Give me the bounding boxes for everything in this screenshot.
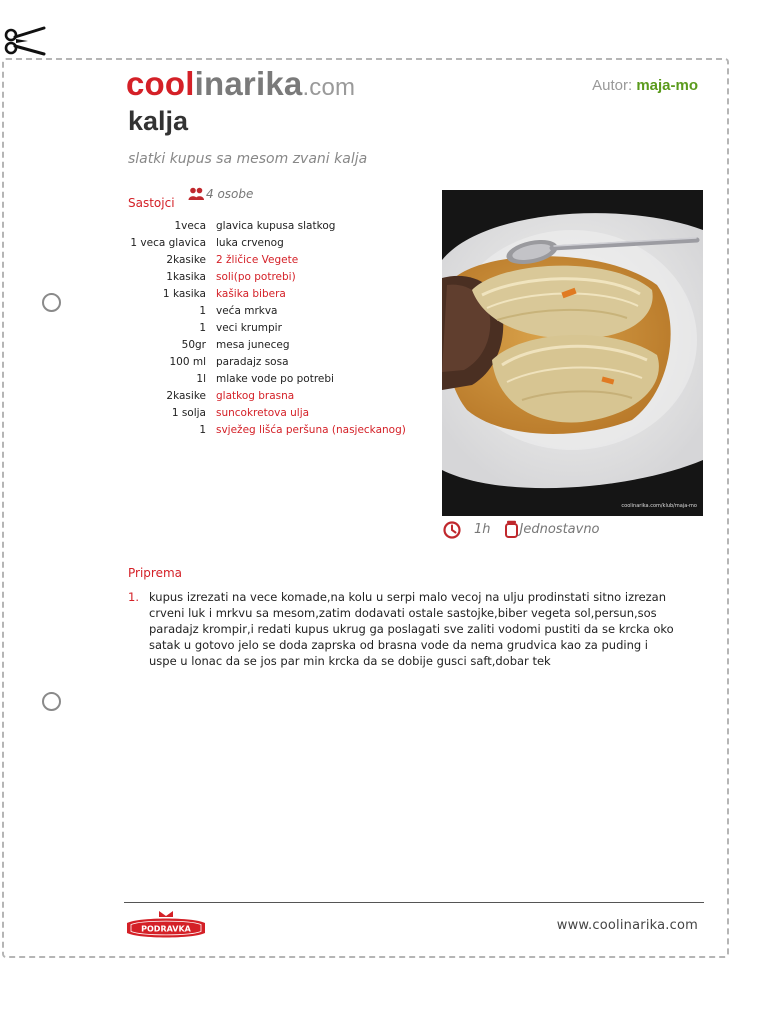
ingredient-quantity: 100 ml xyxy=(169,356,206,368)
ingredient-name: mlake vode po potrebi xyxy=(216,373,334,385)
ingredient-row xyxy=(128,321,418,338)
ingredient-name[interactable]: glatkog brasna xyxy=(216,390,295,402)
ingredient-name[interactable]: kašika bibera xyxy=(216,288,286,300)
ingredient-row xyxy=(128,338,418,355)
ingredient-row xyxy=(128,304,418,321)
photo-credit: coolinarika.com/klub/maja-mo xyxy=(621,503,697,509)
jar-icon xyxy=(505,520,518,538)
footer-website[interactable]: www.coolinarika.com xyxy=(556,918,698,933)
preparation-heading: Priprema xyxy=(128,566,183,580)
ingredient-quantity: 1 solja xyxy=(171,407,206,419)
ingredient-name[interactable]: soli(po potrebi) xyxy=(216,271,296,283)
clock-icon xyxy=(442,519,462,539)
step-number: 1. xyxy=(128,590,139,604)
preparation-step xyxy=(128,589,678,669)
recipe-meta xyxy=(442,519,600,539)
ingredient-row xyxy=(128,355,418,372)
people-icon xyxy=(188,187,205,201)
ingredient-quantity: 1veca xyxy=(174,220,206,232)
ingredients-heading: Sastojci xyxy=(128,196,175,210)
recipe-photo xyxy=(442,190,703,516)
ingredient-name: mesa juneceg xyxy=(216,339,290,351)
author-label: Autor: xyxy=(592,77,633,94)
binder-hole xyxy=(42,293,61,312)
ingredient-row xyxy=(128,253,418,270)
ingredient-name[interactable]: 2 žličice Vegete xyxy=(216,254,299,266)
author-info xyxy=(592,77,698,94)
ingredient-quantity: 1 xyxy=(199,305,206,317)
ingredient-row xyxy=(128,389,418,406)
author-link[interactable]: maja-mo xyxy=(636,77,698,94)
ingredient-name: paradajz sosa xyxy=(216,356,289,368)
ingredient-quantity: 1 veca glavica xyxy=(130,237,206,249)
ingredient-quantity: 1 xyxy=(199,322,206,334)
logo-part-cool: cool xyxy=(126,65,195,102)
ingredient-quantity: 1l xyxy=(196,373,206,385)
ingredient-row xyxy=(128,372,418,389)
ingredient-row xyxy=(128,406,418,423)
ingredient-row xyxy=(128,423,418,440)
recipe-subtitle: slatki kupus sa mesom zvani kalja xyxy=(128,151,368,167)
ingredient-name: veci krumpir xyxy=(216,322,282,334)
scissors-icon xyxy=(2,26,46,56)
ingredient-name: luka crvenog xyxy=(216,237,284,249)
ingredient-quantity: 50gr xyxy=(181,339,206,351)
difficulty: Jednostavno xyxy=(519,521,600,537)
ingredient-row xyxy=(128,219,418,236)
brand-text: PODRAVKA xyxy=(141,924,191,934)
footer-divider xyxy=(124,902,704,903)
ingredient-row xyxy=(128,270,418,287)
dish-illustration xyxy=(442,190,703,516)
step-text: kupus izrezati na vece komade,na kolu u serpi malo vecoj na ulju prodinstati sitno izrezan crveni luk i mrkvu sa mesom,zatim dodavati ostale sastojke,biber vegeta sol,persun,sos paradajz krompir,i redati kupus ukrug ga poslagati sve zaliti vodomi pustiti da se krcka oko satak u gotovo jelo se doda zaprska od brasna vode da nema grudvica kao za puding i uspe u lonac da se jos par min krcka da se dobije gusci saft,dobar tek xyxy=(149,590,674,668)
preparation-steps xyxy=(128,589,678,669)
ingredient-name[interactable]: svježeg lišća peršuna (nasjeckanog) xyxy=(216,424,406,436)
ingredient-name: veća mrkva xyxy=(216,305,278,317)
site-logo[interactable] xyxy=(126,64,355,108)
servings-text: 4 osobe xyxy=(206,187,254,201)
ingredient-row xyxy=(128,287,418,304)
recipe-title: kalja xyxy=(128,106,189,136)
binder-hole xyxy=(42,692,61,711)
ingredient-quantity: 2kasike xyxy=(166,390,206,402)
ingredient-name: glavica kupusa slatkog xyxy=(216,220,336,232)
ingredient-quantity: 2kasike xyxy=(166,254,206,266)
ingredient-quantity: 1 xyxy=(199,424,206,436)
logo-part-domain: .com xyxy=(302,74,356,101)
logo-part-inarika: inarika xyxy=(194,65,303,102)
ingredient-row xyxy=(128,236,418,253)
ingredient-name[interactable]: suncokretova ulja xyxy=(216,407,310,419)
servings xyxy=(188,187,253,201)
prep-time: 1h xyxy=(474,521,491,537)
podravka-logo[interactable] xyxy=(125,909,207,941)
ingredients-table xyxy=(128,219,418,440)
ingredient-quantity: 1kasika xyxy=(166,271,206,283)
ingredient-quantity: 1 kasika xyxy=(162,288,206,300)
